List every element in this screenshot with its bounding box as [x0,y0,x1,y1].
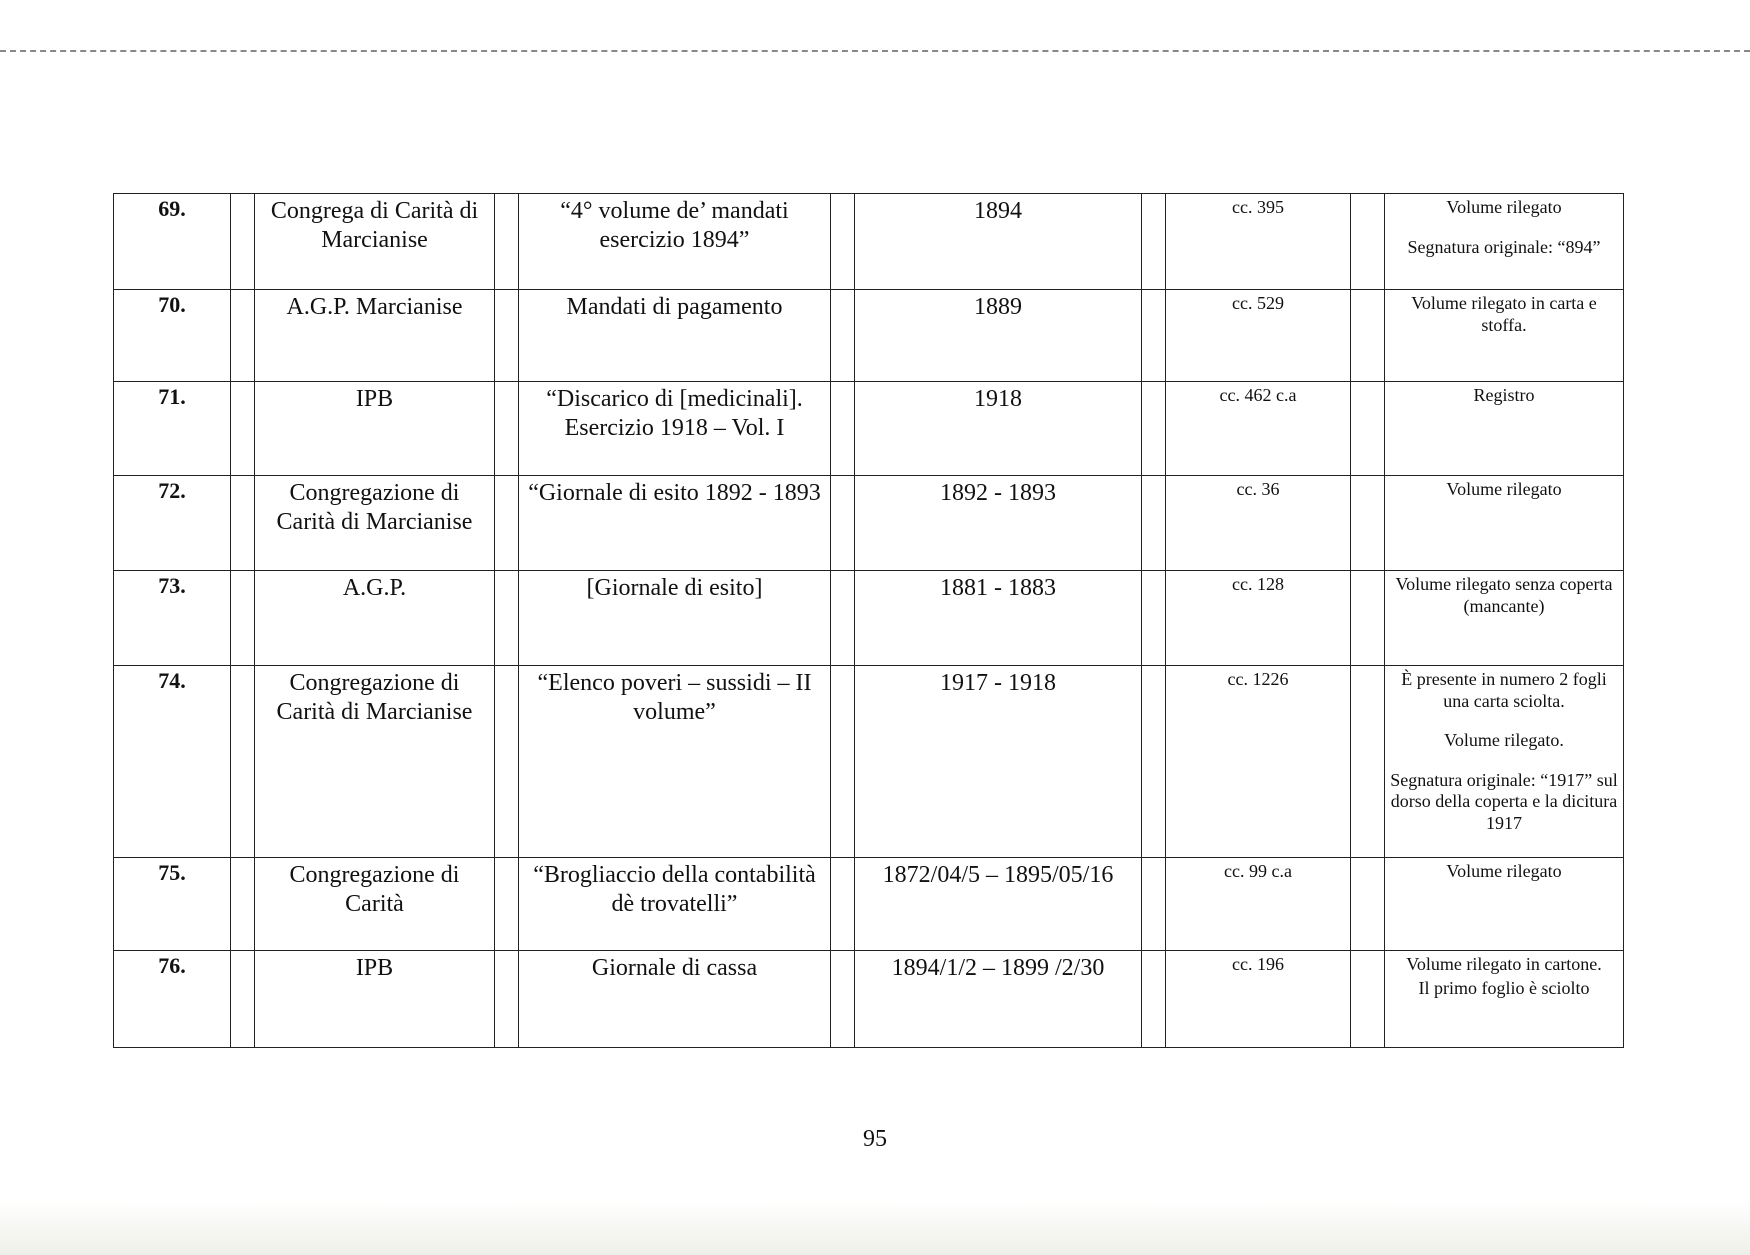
ente-cell: Congregazione di Carità di Marcianise [255,476,495,571]
carte-cell: cc. 128 [1166,571,1351,666]
column-gap [231,194,255,290]
row-number: 69. [114,194,231,290]
column-gap [1142,951,1166,1048]
note-line: Registro [1473,385,1535,405]
note-cell [1385,858,1624,951]
anni-cell: 1881 - 1883 [855,571,1142,666]
column-gap [1351,382,1385,476]
carte-cell: cc. 196 [1166,951,1351,1048]
carte-cell: cc. 99 c.a [1166,858,1351,951]
column-gap [831,382,855,476]
column-gap [1351,858,1385,951]
titolo-cell: [Giornale di esito] [519,571,831,666]
titolo-cell: “4° volume de’ mandati esercizio 1894” [519,194,831,290]
column-gap [1142,476,1166,571]
column-gap [231,858,255,951]
note-line: Volume rilegato [1446,861,1562,881]
row-number: 74. [114,666,231,858]
titolo-cell: “Brogliaccio della contabilità dè trovatelli” [519,858,831,951]
note-line: Volume rilegato senza coperta (mancante) [1395,574,1613,616]
column-gap [1351,666,1385,858]
page-number: 95 [863,1126,887,1152]
row-number: 72. [114,476,231,571]
top-rule [0,50,1750,52]
column-gap [1142,382,1166,476]
column-gap [831,666,855,858]
anni-cell: 1894/1/2 – 1899 /2/30 [855,951,1142,1048]
column-gap [231,382,255,476]
titolo-cell: Mandati di pagamento [519,290,831,382]
note-line: Volume rilegato. [1444,730,1564,751]
note-line: Volume rilegato in cartone. [1406,954,1602,974]
column-gap [1142,290,1166,382]
ente-cell: Congregazione di Carità di Marcianise [255,666,495,858]
note-cell [1385,951,1624,1048]
ente-cell: A.G.P. Marcianise [255,290,495,382]
row-number: 75. [114,858,231,951]
note-cell [1385,666,1624,858]
column-gap [1351,194,1385,290]
note-line: Volume rilegato in carta e stoffa. [1411,293,1597,335]
note-line: Volume rilegato [1446,479,1562,499]
column-gap [1351,476,1385,571]
column-gap [1351,951,1385,1048]
anni-cell: 1889 [855,290,1142,382]
column-gap [831,951,855,1048]
anni-cell: 1894 [855,194,1142,290]
titolo-cell: “Giornale di esito 1892 - 1893 [519,476,831,571]
carte-cell: cc. 529 [1166,290,1351,382]
table-row [114,290,1624,382]
ente-cell: IPB [255,382,495,476]
scan-edge-shade [0,1200,1750,1255]
anni-cell: 1918 [855,382,1142,476]
column-gap [1142,571,1166,666]
column-gap [231,571,255,666]
note-cell [1385,290,1624,382]
note-line: È presente in numero 2 fogli una carta sciolta. [1401,669,1607,711]
carte-cell: cc. 36 [1166,476,1351,571]
column-gap [831,476,855,571]
note-line: Il primo foglio è sciolto [1418,977,1590,998]
column-gap [495,290,519,382]
column-gap [495,194,519,290]
column-gap [831,194,855,290]
column-gap [831,290,855,382]
table-row [114,951,1624,1048]
ente-cell: Congrega di Carità di Marcianise [255,194,495,290]
table-row [114,858,1624,951]
ente-cell: A.G.P. [255,571,495,666]
titolo-cell: Giornale di cassa [519,951,831,1048]
column-gap [1351,290,1385,382]
carte-cell: cc. 462 c.a [1166,382,1351,476]
note-line: Segnatura originale: “1917” sul dorso della coperta e la dicitura 1917 [1390,769,1618,833]
column-gap [1142,666,1166,858]
note-cell [1385,571,1624,666]
column-gap [831,571,855,666]
column-gap [495,571,519,666]
titolo-cell: “Elenco poveri – sussidi – II volume” [519,666,831,858]
column-gap [231,290,255,382]
carte-cell: cc. 395 [1166,194,1351,290]
row-number: 70. [114,290,231,382]
table-row [114,571,1624,666]
anni-cell: 1872/04/5 – 1895/05/16 [855,858,1142,951]
row-number: 76. [114,951,231,1048]
note-line: Volume rilegato [1446,197,1562,217]
table-row [114,382,1624,476]
table-row [114,194,1624,290]
column-gap [231,476,255,571]
column-gap [1142,858,1166,951]
note-cell [1385,476,1624,571]
archive-inventory-table [113,193,1624,1048]
row-number: 73. [114,571,231,666]
titolo-cell: “Discarico di [medicinali]. Esercizio 1918 – Vol. I [519,382,831,476]
column-gap [231,666,255,858]
table-row [114,666,1624,858]
ente-cell: IPB [255,951,495,1048]
column-gap [1142,194,1166,290]
row-number: 71. [114,382,231,476]
anni-cell: 1917 - 1918 [855,666,1142,858]
column-gap [495,858,519,951]
column-gap [231,951,255,1048]
ente-cell: Congregazione di Carità [255,858,495,951]
column-gap [495,666,519,858]
column-gap [831,858,855,951]
column-gap [495,476,519,571]
note-cell [1385,382,1624,476]
table-row [114,476,1624,571]
column-gap [495,951,519,1048]
note-line: Segnatura originale: “894” [1407,236,1601,257]
anni-cell: 1892 - 1893 [855,476,1142,571]
column-gap [495,382,519,476]
note-cell [1385,194,1624,290]
carte-cell: cc. 1226 [1166,666,1351,858]
column-gap [1351,571,1385,666]
